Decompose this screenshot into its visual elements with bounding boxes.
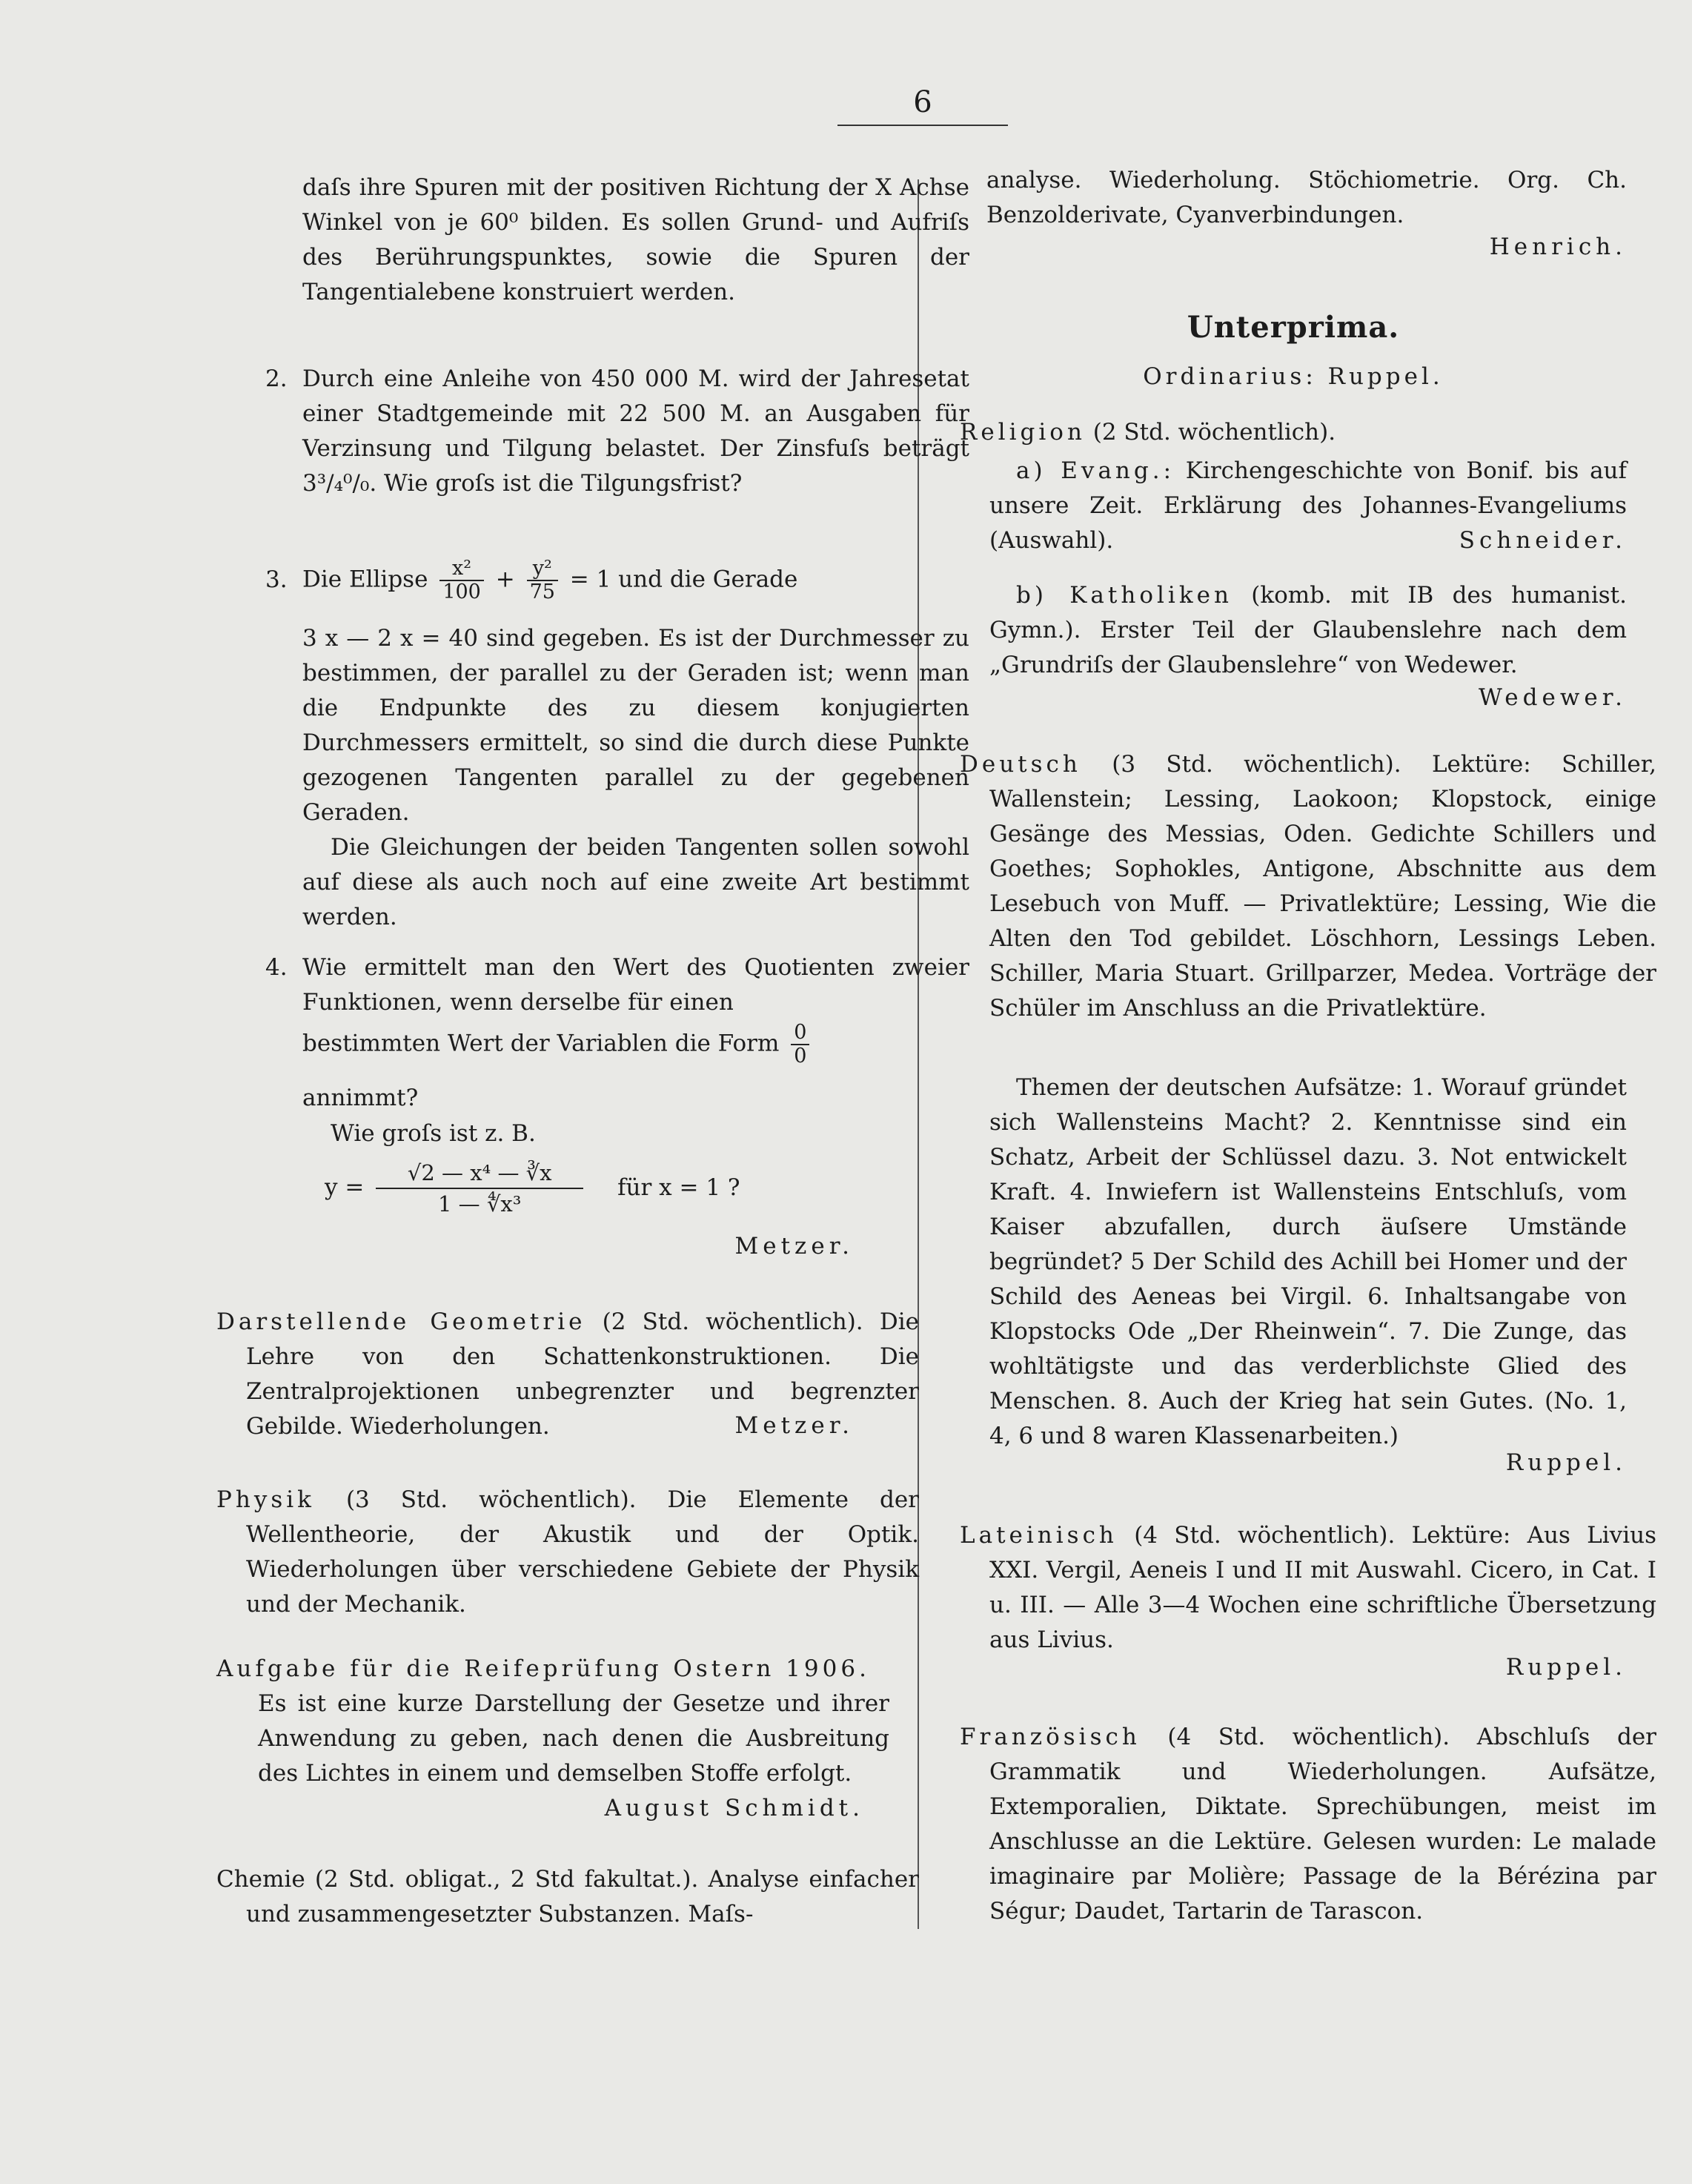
signature: Ruppel.	[1505, 1449, 1627, 1476]
section-title: Religion	[960, 419, 1086, 446]
section-lateinisch	[960, 1518, 1656, 1658]
chemie-continuation: analyse. Wiederholung. Stöchiometrie. Org. Ch. Benzolderivate, Cyanverbindungen.	[986, 167, 1627, 228]
section-text: Es ist eine kurze Darstellung der Gesetze und ihrer Anwendung zu geben, nach denen die Ausbreitung des Lichtes in einem und demselben Stoffe erfolgt.	[258, 1690, 889, 1787]
formula-lhs: y =	[325, 1174, 365, 1201]
section-title: Französisch	[960, 1724, 1141, 1750]
fraction-numerator: 0	[791, 1022, 809, 1045]
subsection-title: a) Evang.:	[1016, 457, 1175, 484]
section-physik	[216, 1483, 919, 1622]
question-3-second-paragraph: Die Gleichungen der beiden Tangenten sollen sowohl auf diese als auch noch auf eine zweite Art bestimmt werden.	[302, 834, 969, 930]
fraction-x-squared	[439, 557, 484, 603]
paragraph-continuation: daſs ihre Spuren mit der positiven Richtung der X Achse Winkel von je 60⁰ bilden. Es sollen Grund- und Aufriſs des Berührungspunktes, sowie die Spuren der Tangentialebene konstruiert werden.	[302, 174, 969, 305]
question-text: = 1 und die Gerade	[569, 566, 798, 593]
question-text: Wie ermittelt man den Wert des Quotienten zweier Funktionen, wenn derselbe für einen	[302, 954, 969, 1016]
question-number: 2.	[265, 365, 288, 392]
section-text: (2 Std. wöchentlich). Die Lehre von den Schattenkonstruktionen. Die Zentralprojektionen unbegrenzter und begrenzter Gebilde. Wiederholungen.	[246, 1308, 919, 1440]
section-text: (3 Std. wöchentlich). Lektüre: Schiller, Wallenstein; Lessing, Laokoon; Klopstock, einige Gesänge des Messias, Oden. Gedichte Schillers und Goethes; Sophokles, Antigone, Abschnitte aus dem Lesebuch von Muff. — Privatlektüre; Lessing, Wie die Alten den Tod gebildet. Löschhorn, Lessings Leben. Schiller, Maria Stuart. Grillparzer, Medea. Vorträge der Schüler im Anschluss an die Privatlektüre.	[989, 751, 1656, 1022]
ordinarius: Ordinarius: Ruppel.	[1143, 363, 1444, 390]
section-text: (4 Std. wöchentlich). Lektüre: Aus Livius XXI. Vergil, Aeneis I und II mit Auswahl. Cicero, in Cat. I u. III. — Alle 3—4 Wochen eine schriftliche Übersetzung aus Livius.	[989, 1522, 1656, 1653]
fraction-denominator: 100	[442, 580, 481, 603]
signature: Schneider.	[1459, 527, 1627, 554]
question-4-form-line	[222, 1022, 969, 1068]
section-chemie: Chemie (2 Std. obligat., 2 Std fakultat.). Analyse einfacher und zusammengesetzter Substanzen. Maſs-	[216, 1866, 919, 1927]
subsection-title: b) Katholiken	[1016, 582, 1232, 609]
signature: Metzer.	[734, 1233, 854, 1260]
question-2	[222, 362, 969, 501]
subsection-text: Kirchengeschichte von Bonif. bis auf unsere Zeit. Erklärung des Johannes-Evangeliums (Auswahl).	[989, 457, 1627, 554]
question-text: bestimmten Wert der Variablen die Form	[302, 1030, 780, 1057]
fraction-numerator: √2 — x⁴ — ∛x	[376, 1158, 583, 1189]
fraction-numerator: y²	[527, 557, 558, 581]
aufsatz-themen	[989, 1071, 1627, 1454]
section-text: (4 Std. wöchentlich). Abschluſs der Grammatik und Wiederholungen. Aufsätze, Extemporalien, Diktate. Sprechübungen, meist im Anschlusse an die Lektüre. Gelesen wurden: Le malade imaginaire par Molière; Passage de la Bérézina par Ségur; Daudet, Tartarin de Tarascon.	[989, 1724, 1656, 1925]
question-text: annimmt?	[302, 1085, 419, 1111]
section-title: Darstellende Geometrie	[216, 1308, 586, 1335]
section-aufgabe	[216, 1652, 919, 1687]
section-text: (3 Std. wöchentlich). Die Elemente der Wellentheorie, der Akustik und der Optik. Wiederholungen über verschiedene Gebiete der Physik und der Mechanik.	[246, 1486, 919, 1618]
section-heading: Unterprima.	[1187, 310, 1400, 345]
fraction-numerator: x²	[439, 557, 484, 581]
signature: Metzer.	[734, 1412, 854, 1439]
plus-sign: +	[495, 566, 515, 593]
fraction-denominator: 75	[529, 580, 555, 603]
section-title: Aufgabe für die Reifeprüfung Ostern 1906.	[216, 1655, 870, 1682]
question-4	[222, 950, 969, 1020]
question-text: Die Ellipse	[302, 566, 428, 593]
signature: Ruppel.	[1505, 1654, 1627, 1681]
section-title: Lateinisch	[960, 1522, 1118, 1549]
question-3-first-line	[222, 557, 969, 603]
section-text: (2 Std. wöchentlich).	[1092, 419, 1336, 446]
fraction-zero-over-zero	[791, 1022, 809, 1068]
question-text: Durch eine Anleihe von 450 000 M. wird der Jahresetat einer Stadtgemeinde mit 22 500 M. an Ausgaben für Verzinsung und Tilgung belastet. Der Zinsfuſs beträgt 3³/₄⁰/₀. Wie groſs ist die Tilgungsfrist?	[302, 365, 969, 497]
question-3-text: 3 x — 2 x = 40 sind gegeben. Es ist der Durchmesser zu bestimmen, der parallel zu der Geraden ist; wenn man die Endpunkte des zu diesem konjugierten Durchmessers ermittelt, so sind die durch diese Punkte gezogenen Tangenten parallel zu der gegebenen Geraden.	[302, 625, 969, 826]
formula-condition: für x = 1 ?	[617, 1174, 740, 1201]
signature: Henrich.	[1489, 234, 1627, 260]
fraction-denominator: 1 — ∜x³	[438, 1191, 522, 1217]
formula-fraction	[376, 1158, 583, 1219]
signature: Wedewer.	[1478, 684, 1627, 711]
fraction-denominator: 0	[794, 1045, 807, 1068]
section-title: Physik	[216, 1486, 315, 1513]
formula-y	[325, 1158, 740, 1219]
question-number: 3.	[265, 566, 288, 593]
section-title: Deutsch	[960, 751, 1081, 778]
subsection-text: (komb. mit IB des humanist. Gymn.). Erster Teil der Glaubenslehre nach dem „Grundriſs der Glaubenslehre“ von Wedewer.	[989, 582, 1627, 678]
section-franzoesisch	[960, 1720, 1656, 1929]
question-number: 4.	[265, 954, 288, 981]
question-text: Wie groſs ist z. B.	[331, 1120, 536, 1147]
themen-label: Themen der deutschen Aufsätze:	[1016, 1074, 1403, 1101]
religion-katholisch	[989, 578, 1627, 683]
page-number: 6	[837, 80, 1008, 126]
section-deutsch	[960, 747, 1656, 1026]
fraction-y-squared	[527, 557, 558, 603]
themen-text: 1. Worauf gründet sich Wallensteins Macht? 2. Kenntnisse sind ein Schatz, Arbeit der Schlüssel dazu. 3. Not entwickelt Kraft. 4. Inwiefern ist Wallensteins Entschluſs, vom Kaiser abzufallen, durch äuſsere Umstände begründet? 5 Der Schild des Achill bei Homer und der Schild des Aeneas bei Virgil. 6. Inhaltsangabe von Klopstocks Ode „Der Rheinwein“. 7. Die Zunge, das wohltätigste und das verderblichste Glied des Menschen. 8. Auch der Krieg hat sein Gutes. (No. 1, 4, 6 und 8 waren Klassenarbeiten.)	[989, 1074, 1627, 1449]
signature: August Schmidt.	[604, 1795, 864, 1821]
religion-header	[960, 415, 1627, 450]
